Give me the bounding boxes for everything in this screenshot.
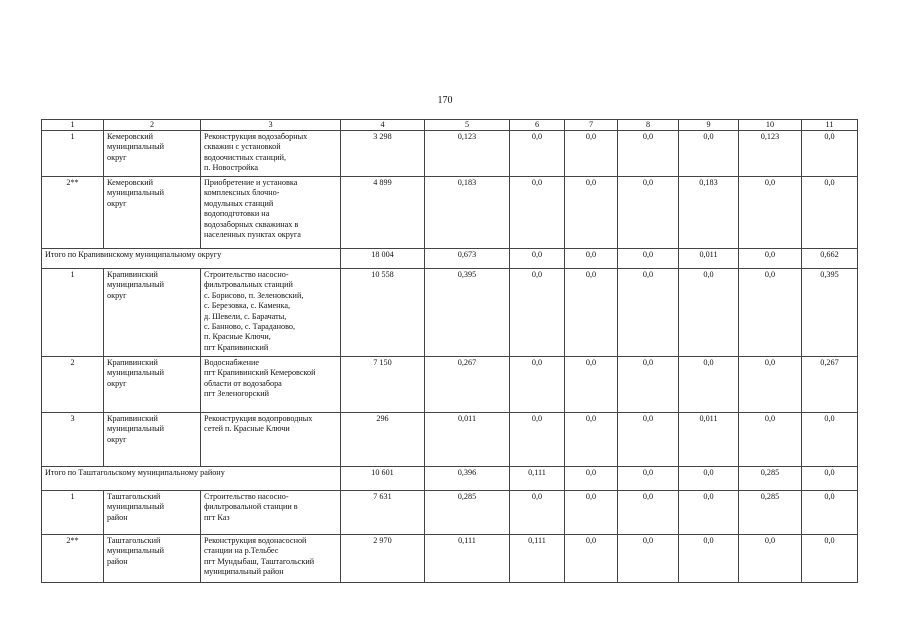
value-cell: 0,0 [510,131,565,177]
value-cell: 7 631 [341,491,425,535]
row-number: 2** [42,177,104,249]
value-cell: 0,0 [565,249,618,269]
value-cell: 0,0 [802,413,858,467]
col-header: 6 [510,120,565,131]
table-row [42,357,858,413]
table-row [42,535,858,583]
district-name: Таштагольский муниципальный район [104,535,201,583]
value-cell: 0,0 [679,535,739,583]
value-cell: 4 899 [341,177,425,249]
district-name: Крапивинский муниципальный округ [104,413,201,467]
col-header: 11 [802,120,858,131]
table-row [42,177,858,249]
row-number: 2 [42,357,104,413]
value-cell: 0,011 [425,413,510,467]
total-row [42,467,858,491]
value-cell: 0,123 [739,131,802,177]
value-cell: 10 558 [341,269,425,357]
col-header: 1 [42,120,104,131]
value-cell: 0,0 [618,467,679,491]
col-header: 5 [425,120,510,131]
col-header: 8 [618,120,679,131]
project-name: Реконструкция водопроводных сетей п. Красные Ключи [201,413,341,467]
value-cell: 0,0 [679,357,739,413]
value-cell: 0,011 [679,249,739,269]
value-cell: 0,673 [425,249,510,269]
col-header: 9 [679,120,739,131]
total-row [42,249,858,269]
district-name: Кемеровский муниципальный округ [104,177,201,249]
value-cell: 0,0 [802,131,858,177]
value-cell: 0,0 [802,177,858,249]
value-cell: 0,396 [425,467,510,491]
project-name: Строительство насосно- фильтровальной станции в пгт Каз [201,491,341,535]
value-cell: 0,0 [510,491,565,535]
value-cell: 7 150 [341,357,425,413]
project-name: Приобретение и установка комплексных блочно- модульных станций водоподготовки на водозаборных скважинах в населенных пунктах округа [201,177,341,249]
value-cell: 0,0 [739,269,802,357]
value-cell: 0,285 [739,467,802,491]
value-cell: 0,011 [679,413,739,467]
value-cell: 0,0 [679,491,739,535]
value-cell: 0,0 [739,413,802,467]
row-number: 1 [42,131,104,177]
value-cell: 0,267 [425,357,510,413]
value-cell: 0,0 [618,535,679,583]
project-name: Реконструкция водозаборных скважин с установкой водоочистных станций, п. Новостройка [201,131,341,177]
value-cell: 0,0 [739,535,802,583]
district-name: Таштагольский муниципальный район [104,491,201,535]
col-header: 3 [201,120,341,131]
col-header: 4 [341,120,425,131]
value-cell: 0,0 [565,535,618,583]
value-cell: 0,267 [802,357,858,413]
value-cell: 3 298 [341,131,425,177]
value-cell: 0,0 [802,535,858,583]
value-cell: 0,0 [565,177,618,249]
total-label: Итого по Таштагольскому муниципальному району [42,467,341,491]
value-cell: 0,123 [425,131,510,177]
row-number: 2** [42,535,104,583]
value-cell: 0,0 [618,177,679,249]
value-cell: 0,285 [739,491,802,535]
value-cell: 0,0 [565,467,618,491]
table-body [42,120,858,583]
district-name: Крапивинский муниципальный округ [104,357,201,413]
col-header: 7 [565,120,618,131]
value-cell: 0,0 [679,131,739,177]
project-name: Строительство насосно- фильтровальных станций с. Борисово, п. Зеленовский, с. Березовка, с. Каменка, д. Шевели, с. Барачаты, с. Банново, с. Тараданово, п. Красные Ключи, пгт Крапивинский [201,269,341,357]
value-cell: 0,111 [510,467,565,491]
page-number: 170 [437,95,453,106]
value-cell: 0,395 [802,269,858,357]
row-number: 1 [42,491,104,535]
value-cell: 0,0 [565,269,618,357]
table-row [42,413,858,467]
value-cell: 0,0 [802,491,858,535]
value-cell: 0,0 [739,357,802,413]
project-name: Реконструкция водонасосной станции на р.Тельбес пгт Мундыбаш, Таштагольский муниципальный район [201,535,341,583]
column-number-row [42,120,858,131]
value-cell: 0,0 [565,491,618,535]
value-cell: 0,0 [565,413,618,467]
value-cell: 0,0 [618,131,679,177]
col-header: 10 [739,120,802,131]
value-cell: 0,285 [425,491,510,535]
value-cell: 0,183 [679,177,739,249]
table-row [42,131,858,177]
value-cell: 0,0 [510,357,565,413]
district-name: Кемеровский муниципальный округ [104,131,201,177]
value-cell: 0,0 [565,357,618,413]
value-cell: 0,0 [739,249,802,269]
row-number: 1 [42,269,104,357]
value-cell: 0,395 [425,269,510,357]
value-cell: 0,0 [618,357,679,413]
value-cell: 0,0 [510,413,565,467]
row-number: 3 [42,413,104,467]
value-cell: 0,0 [565,131,618,177]
value-cell: 296 [341,413,425,467]
value-cell: 0,0 [679,467,739,491]
value-cell: 10 601 [341,467,425,491]
value-cell: 2 970 [341,535,425,583]
table-row [42,491,858,535]
value-cell: 0,111 [510,535,565,583]
value-cell: 0,0 [618,413,679,467]
value-cell: 0,0 [618,491,679,535]
col-header: 2 [104,120,201,131]
table-row [42,269,858,357]
value-cell: 18 004 [341,249,425,269]
value-cell: 0,0 [618,269,679,357]
value-cell: 0,0 [510,269,565,357]
value-cell: 0,662 [802,249,858,269]
district-name: Крапивинский муниципальный округ [104,269,201,357]
value-cell: 0,0 [618,249,679,269]
value-cell: 0,0 [510,249,565,269]
value-cell: 0,0 [679,269,739,357]
value-cell: 0,0 [802,467,858,491]
investment-table [41,119,858,583]
value-cell: 0,183 [425,177,510,249]
total-label: Итого по Крапивинскому муниципальному округу [42,249,341,269]
value-cell: 0,0 [510,177,565,249]
value-cell: 0,111 [425,535,510,583]
project-name: Водоснабжение пгт Крапивинский Кемеровской области от водозабора пгт Зеленогорский [201,357,341,413]
value-cell: 0,0 [739,177,802,249]
